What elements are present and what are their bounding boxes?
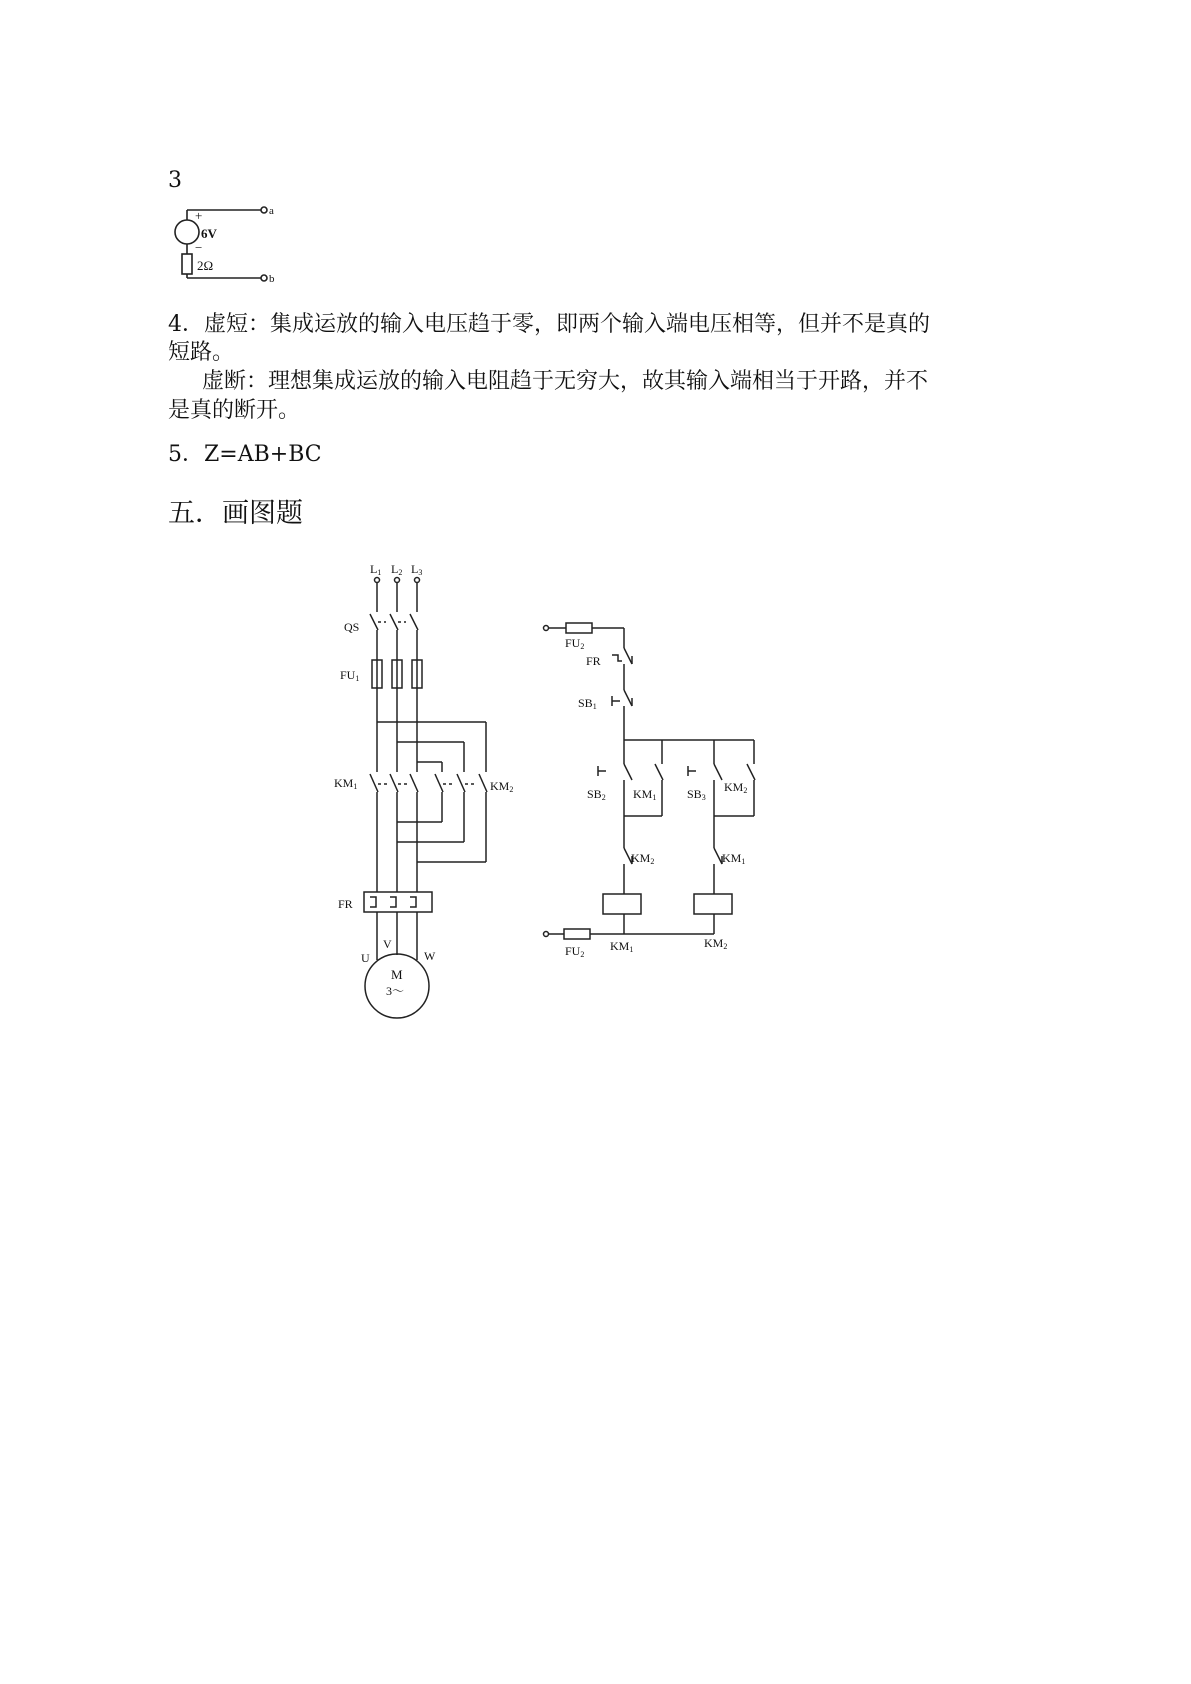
label-terminal-u: U <box>361 951 370 965</box>
source-voltage-label: 6V <box>201 226 217 241</box>
label-sb3: SB3 <box>687 787 706 802</box>
item4-line2: 短路。 <box>168 340 235 365</box>
label-L1: L1 <box>370 562 382 577</box>
label-km1-main: KM1 <box>334 776 358 791</box>
plus-sign: + <box>195 208 203 223</box>
label-km1-interlock: KM1 <box>722 851 746 866</box>
motor-label: M <box>391 967 403 982</box>
label-fu1: FU1 <box>340 668 360 683</box>
terminal-a-label: a <box>269 205 274 217</box>
label-km2-main: KM2 <box>490 779 514 794</box>
label-L2: L2 <box>391 562 403 577</box>
label-fu2-bottom: FU2 <box>565 944 585 959</box>
item4-line4: 是真的断开。 <box>168 398 301 423</box>
motor-phase-label: 3～ <box>386 984 405 998</box>
label-fr-main: FR <box>338 897 353 911</box>
terminal-b-label: b <box>269 273 275 285</box>
label-coil-km1: KM1 <box>610 939 634 954</box>
label-km2-hold: KM2 <box>724 780 748 795</box>
item4-line3: 虚断：理想集成运放的输入电阻趋于无穷大，故其输入端相当于开路，并不 <box>202 369 929 394</box>
label-km2-interlock: KM2 <box>631 851 655 866</box>
label-terminal-v: V <box>383 937 392 951</box>
label-fu2-top: FU2 <box>565 636 585 651</box>
label-fr-control: FR <box>586 654 601 668</box>
resistor-label: 2Ω <box>197 258 214 273</box>
section-title: 五．画图题 <box>168 498 303 529</box>
label-terminal-w: W <box>424 949 436 963</box>
item-number-3: 3 <box>168 168 182 193</box>
item4-line1: 4．虚短：集成运放的输入电压趋于零，即两个输入端电压相等，但并不是真的 <box>168 312 930 337</box>
label-sb1: SB1 <box>578 696 597 711</box>
minus-sign: − <box>195 240 203 255</box>
coil-km2-symbol <box>694 894 732 914</box>
item5-text: 5．Z=AB+BC <box>168 442 322 467</box>
label-L3: L3 <box>411 562 423 577</box>
coil-km1-symbol <box>603 894 641 914</box>
label-coil-km2: KM2 <box>704 936 728 951</box>
label-qs: QS <box>344 620 360 634</box>
label-sb2: SB2 <box>587 787 606 802</box>
label-km1-hold: KM1 <box>633 787 657 802</box>
